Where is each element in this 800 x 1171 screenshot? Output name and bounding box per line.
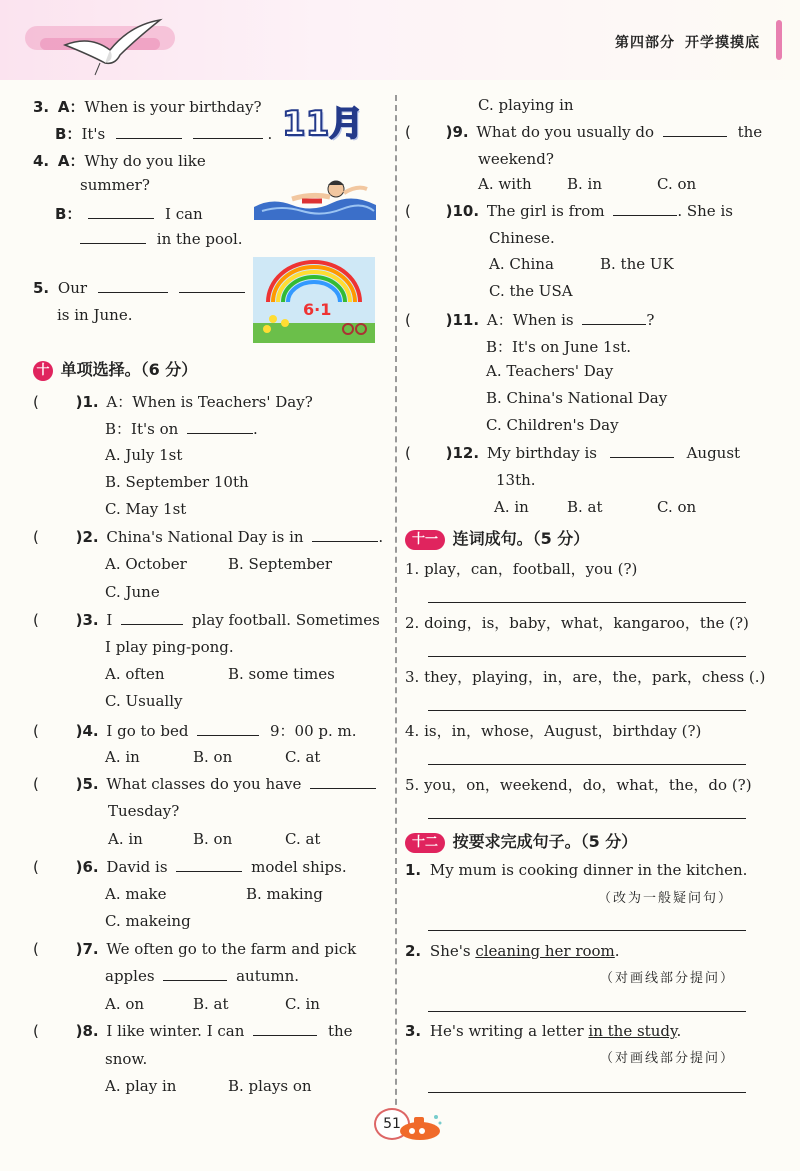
answer-paren[interactable]: ( (33, 940, 39, 958)
mc-option: B. at (193, 995, 229, 1013)
q5-number: 5. (33, 279, 50, 297)
answer-blank[interactable] (163, 968, 227, 981)
header-title (605, 32, 760, 52)
mc-option: A. in (105, 748, 140, 766)
answer-blank[interactable] (88, 206, 154, 219)
rewrite-question-2 (405, 942, 620, 960)
answer-paren[interactable]: ( (33, 528, 39, 546)
mc-option: C. playing in (478, 96, 574, 114)
mc-option: A. Teachers' Day (486, 362, 614, 380)
mc-number: )7. (75, 940, 99, 958)
mc-1-line2: B：It's on . (105, 420, 258, 438)
header-part: 第四部分 (615, 35, 675, 51)
mc-option: C. at (285, 830, 321, 848)
swimming-boy-image (252, 175, 377, 220)
mc-option: B. on (193, 748, 233, 766)
answer-line[interactable] (428, 710, 746, 711)
section-12-title (405, 829, 637, 853)
answer-line[interactable] (428, 1092, 746, 1093)
mc-option: C. makeing (105, 912, 191, 930)
instruction-note: （改为一般疑问句） (598, 891, 734, 906)
answer-paren[interactable]: ( (33, 722, 39, 740)
submarine-icon (398, 1113, 444, 1143)
q3-b-label: B： (55, 125, 82, 143)
mc-option: B. September 10th (105, 473, 249, 491)
question-4 (33, 150, 206, 171)
mc-text: play football. Sometimes (191, 611, 380, 629)
q5-text: Our (57, 279, 88, 297)
answer-paren[interactable]: ( (405, 311, 411, 329)
answer-line[interactable] (428, 602, 746, 603)
mc-text: ? (646, 311, 655, 329)
q4-answer-line1 (55, 203, 203, 224)
mc-number: )2. (75, 528, 99, 546)
mc-number: )8. (75, 1022, 99, 1040)
answer-line[interactable] (428, 818, 746, 819)
underlined-phrase: cleaning her room (475, 942, 615, 960)
rewrite-number: 3. (405, 1022, 422, 1040)
rewrite-question-3 (405, 1022, 681, 1040)
mc-question-10 (405, 202, 733, 220)
q4-answer-line2 (80, 230, 243, 248)
mc-number: )10. (445, 202, 480, 220)
q4-a-text-cont: summer? (80, 176, 150, 194)
mc-option: C. on (657, 175, 697, 193)
mc-question-2: ( )2. China's National Day is in . (33, 528, 384, 546)
section-number-icon: 十二 (405, 833, 445, 853)
mc-text: My birthday is (486, 444, 598, 462)
mc-option: B. making (246, 885, 323, 903)
mc-option: B. some times (228, 665, 335, 683)
mc-option: C. June (105, 583, 160, 601)
mc-text: I go to bed (106, 722, 189, 740)
mc-7-line2 (105, 967, 299, 985)
answer-blank[interactable] (80, 231, 146, 244)
mc-option: A. in (494, 498, 529, 516)
mc-option: C. the USA (489, 282, 573, 300)
rewrite-number: 2. (405, 942, 422, 960)
section-number-icon: 十 (33, 361, 53, 381)
answer-line[interactable] (428, 1011, 746, 1012)
mc-text: weekend? (478, 150, 554, 168)
q4-b-text-cont: in the pool. (156, 230, 243, 248)
mc-question-4 (33, 720, 357, 741)
mc-text: snow. (105, 1050, 148, 1068)
answer-paren[interactable]: ( (405, 123, 411, 141)
mc-text: China's National Day is in (106, 528, 304, 546)
mc-option: C. in (285, 995, 320, 1013)
answer-line[interactable] (428, 656, 746, 657)
q3-b-text: It's (81, 125, 106, 143)
answer-blank[interactable] (193, 126, 263, 139)
mc-text: model ships. (251, 858, 347, 876)
answer-paren[interactable]: ( (33, 611, 39, 629)
answer-paren[interactable]: ( (405, 202, 411, 220)
mc-option: C. Children's Day (486, 416, 619, 434)
mc-option: A. play in (105, 1077, 177, 1095)
mc-question-1 (33, 391, 313, 412)
q4-a-text: Why do you like (84, 152, 206, 170)
answer-blank[interactable] (613, 203, 677, 216)
question-5 (33, 279, 245, 297)
answer-blank[interactable] (253, 1023, 317, 1036)
answer-paren[interactable]: ( (33, 393, 39, 411)
mc-question-11 (405, 309, 654, 330)
mc-option: C. May 1st (105, 500, 187, 518)
reorder-item: 1. play，can，football，you (?) (405, 560, 638, 578)
mc-question-5 (33, 775, 376, 793)
mc-question-8 (33, 1022, 353, 1040)
mc-option: A. in (108, 830, 143, 848)
answer-blank[interactable] (312, 529, 378, 542)
answer-blank[interactable] (98, 280, 168, 293)
mc-option: B. plays on (228, 1077, 312, 1095)
mc-option: B. September (228, 555, 333, 573)
answer-blank[interactable] (310, 776, 376, 789)
q4-b-text: I can (165, 205, 203, 223)
rewrite-question-1 (405, 861, 747, 879)
mc-option: B. in (567, 175, 603, 193)
q3-a-label: A： (57, 98, 85, 116)
mc-option: A. on (105, 995, 145, 1013)
q3-a-text: When is your birthday? (84, 98, 262, 116)
mc-number: )1. (75, 393, 99, 411)
column-divider (395, 95, 397, 1135)
header-ornament (768, 20, 790, 60)
mc-text: We often go to the farm and pick (106, 940, 357, 958)
answer-line[interactable] (428, 764, 746, 765)
mc-text: Tuesday? (108, 802, 180, 820)
mc-text: I play ping-pong. (105, 638, 234, 656)
mc-option: C. Usually (105, 692, 183, 710)
answer-blank[interactable] (582, 312, 646, 325)
mc-option: C. on (657, 498, 697, 516)
section-10-heading: 单项选择。（6 分） (60, 360, 198, 379)
mc-text: I (106, 611, 113, 629)
section-12-heading: 按要求完成句子。（5 分） (452, 832, 638, 851)
mc-number: )4. (75, 722, 99, 740)
answer-blank[interactable] (116, 126, 182, 139)
reorder-item: 4. is，in，whose，August，birthday (?) (405, 722, 702, 740)
month-badge: 11月 (282, 104, 364, 144)
mc-number: )5. (75, 775, 99, 793)
mc-option: A. with (478, 175, 532, 193)
mc-text: What classes do you have (106, 775, 302, 793)
answer-blank[interactable] (179, 280, 245, 293)
answer-blank[interactable] (187, 421, 253, 434)
mc-number: )9. (445, 123, 469, 141)
mc-option: A. China (489, 255, 554, 273)
mc-option: A. October (105, 555, 187, 573)
mc-text: B：It's on June 1st. (486, 338, 632, 356)
reorder-item: 3. they，playing，in，are，the，park，chess (.) (405, 668, 766, 686)
childrens-day-image (253, 257, 375, 343)
seagull-icon (60, 15, 170, 80)
mc-option: A. July 1st (105, 446, 183, 464)
mc-text: A：When is (486, 311, 574, 329)
mc-question-3 (33, 611, 380, 629)
mc-question-12 (405, 444, 740, 462)
mc-option: A. make (105, 885, 167, 903)
mc-text: . She is (677, 202, 733, 220)
answer-blank[interactable] (663, 124, 727, 137)
mc-option: B. the UK (600, 255, 674, 273)
mc-option: C. at (285, 748, 321, 766)
answer-blank[interactable] (610, 445, 674, 458)
reorder-item: 5. you，on，weekend，do，what，the，do (?) (405, 776, 752, 794)
reorder-item: 2. doing，is，baby，what，kangaroo，the (?) (405, 614, 749, 632)
answer-paren[interactable]: ( (33, 1022, 39, 1040)
answer-paren[interactable]: ( (33, 858, 39, 876)
instruction-note: （对画线部分提问） (600, 971, 736, 986)
mc-question-9 (405, 123, 762, 141)
rewrite-text: My mum is cooking dinner in the kitchen. (429, 861, 748, 879)
mc-question-6 (33, 858, 347, 876)
mc-number: )3. (75, 611, 99, 629)
mc-number: )6. (75, 858, 99, 876)
mc-text: August (686, 444, 741, 462)
mc-text: B：It's on (105, 420, 179, 438)
mc-text: autumn. (236, 967, 300, 985)
mc-text: I like winter. I can (106, 1022, 245, 1040)
rewrite-number: 1. (405, 861, 422, 879)
underlined-phrase: in the study (588, 1022, 677, 1040)
q5-text-cont: is in June. (57, 306, 133, 324)
question-3-answer: B：It's . (55, 125, 273, 143)
section-11-title (405, 526, 589, 550)
mc-text: A：When is Teachers' Day? (106, 393, 313, 411)
question-3 (33, 96, 262, 117)
mc-text: Chinese. (489, 229, 555, 247)
answer-blank[interactable] (176, 859, 242, 872)
rewrite-text: He's writing a letter (429, 1022, 584, 1040)
page-number: 51 (374, 1108, 410, 1140)
mc-text: The girl is from (486, 202, 605, 220)
mc-option: A. often (105, 665, 165, 683)
answer-blank[interactable] (121, 612, 183, 625)
answer-line[interactable] (428, 930, 746, 931)
q4-number: 4. (33, 152, 50, 170)
mc-option: B. China's National Day (486, 389, 668, 407)
mc-option: B. at (567, 498, 603, 516)
rewrite-text: . (676, 1022, 682, 1040)
mc-text: What do you usually do (476, 123, 655, 141)
section-11-heading: 连词成句。（5 分） (452, 529, 590, 548)
mc-text: apples (105, 967, 155, 985)
rewrite-text: She's (429, 942, 471, 960)
q3-number: 3. (33, 98, 50, 116)
mc-text: 13th. (496, 471, 536, 489)
answer-paren[interactable]: ( (405, 444, 411, 462)
section-10-title (33, 357, 197, 381)
section-number-icon: 十一 (405, 530, 445, 550)
mc-question-7 (33, 940, 356, 958)
mc-text: the (327, 1022, 353, 1040)
mc-option: B. on (193, 830, 233, 848)
instruction-note: （对画线部分提问） (600, 1051, 736, 1066)
rewrite-text: . (614, 942, 620, 960)
svg-text:6·1: 6·1 (303, 300, 332, 319)
q4-a-label: A： (57, 152, 85, 170)
header-subtitle: 开学摸摸底 (685, 35, 760, 51)
mc-text: David is (106, 858, 168, 876)
mc-text: 9：00 p. m. (270, 722, 357, 740)
answer-paren[interactable]: ( (33, 775, 39, 793)
answer-blank[interactable] (197, 723, 259, 736)
mc-number: )12. (445, 444, 480, 462)
mc-text: the (737, 123, 763, 141)
mc-number: )11. (445, 311, 480, 329)
q4-b-label: B： (55, 205, 82, 223)
